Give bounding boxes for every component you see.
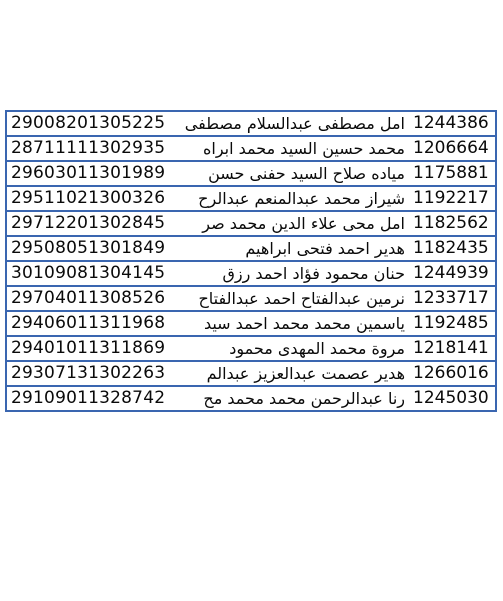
table-row <box>6 211 496 236</box>
code-cell: 1245030 <box>409 386 496 411</box>
table-row <box>6 311 496 336</box>
national-id-cell: 29704011308526 <box>6 286 169 311</box>
code-cell: 1233717 <box>409 286 496 311</box>
national-id-cell: 29712201302845 <box>6 211 169 236</box>
table-row <box>6 336 496 361</box>
table-row <box>6 186 496 211</box>
table-row <box>6 111 496 136</box>
code-cell: 1182435 <box>409 236 496 261</box>
name-cell: هدير عصمت عبدالعزيز عبدالم <box>169 361 409 386</box>
name-cell: شيراز محمد عبدالمنعم عبدالرح <box>169 186 409 211</box>
national-id-cell: 28711111302935 <box>6 136 169 161</box>
name-cell: مياده صلاح السيد حفنى حسن <box>169 161 409 186</box>
code-cell: 1182562 <box>409 211 496 236</box>
code-cell: 1244386 <box>409 111 496 136</box>
table-row <box>6 286 496 311</box>
table-row <box>6 161 496 186</box>
name-cell: محمد حسين السيد محمد ابراه <box>169 136 409 161</box>
national-id-cell: 30109081304145 <box>6 261 169 286</box>
national-id-cell: 29401011311869 <box>6 336 169 361</box>
code-cell: 1192485 <box>409 311 496 336</box>
table-row <box>6 136 496 161</box>
records-table-body <box>6 111 496 411</box>
table-row <box>6 361 496 386</box>
name-cell: مروة محمد المهدى محمود <box>169 336 409 361</box>
name-cell: امل مصطفى عبدالسلام مصطفى <box>169 111 409 136</box>
table-row <box>6 236 496 261</box>
table-row <box>6 261 496 286</box>
table-row <box>6 386 496 411</box>
name-cell: نرمين عبدالفتاح احمد عبدالفتاح <box>169 286 409 311</box>
name-cell: رنا عبدالرحمن محمد محمد مح <box>169 386 409 411</box>
code-cell: 1206664 <box>409 136 496 161</box>
code-cell: 1192217 <box>409 186 496 211</box>
name-cell: هدير احمد فتحى ابراهيم <box>169 236 409 261</box>
national-id-cell: 29511021300326 <box>6 186 169 211</box>
code-cell: 1218141 <box>409 336 496 361</box>
name-cell: حنان محمود فؤاد احمد رزق <box>169 261 409 286</box>
national-id-cell: 29109011328742 <box>6 386 169 411</box>
national-id-cell: 29508051301849 <box>6 236 169 261</box>
records-table <box>5 110 497 412</box>
code-cell: 1244939 <box>409 261 496 286</box>
national-id-cell: 29406011311968 <box>6 311 169 336</box>
code-cell: 1266016 <box>409 361 496 386</box>
code-cell: 1175881 <box>409 161 496 186</box>
national-id-cell: 29008201305225 <box>6 111 169 136</box>
name-cell: امل محى علاء الدين محمد صر <box>169 211 409 236</box>
national-id-cell: 29307131302263 <box>6 361 169 386</box>
name-cell: ياسمين محمد محمد احمد سيد <box>169 311 409 336</box>
national-id-cell: 29603011301989 <box>6 161 169 186</box>
